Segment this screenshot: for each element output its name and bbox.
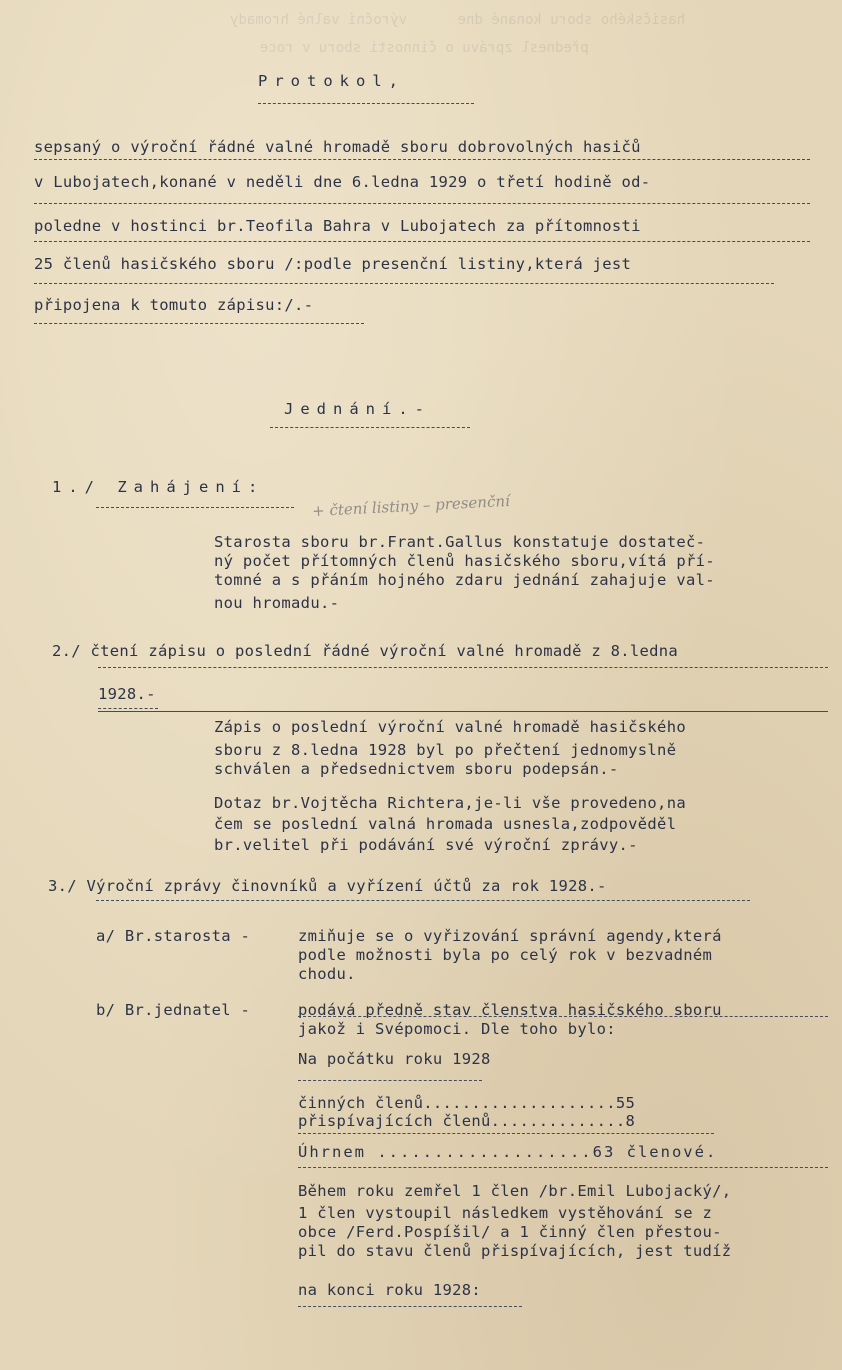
stat-sum-line [298, 1133, 714, 1134]
start-of-year-underline [298, 1080, 482, 1081]
end-of-year-underline [298, 1306, 522, 1307]
section-1-line-4: nou hromadu.- [214, 594, 340, 612]
section-2-rule [98, 711, 828, 712]
section-1-heading: 1./ Zahájení: [52, 478, 265, 496]
intro-line-3: poledne v hostinci br.Teofila Bahra v Lubojatech za přítomnosti [34, 217, 641, 235]
end-of-year-label: na konci roku 1928: [298, 1281, 482, 1299]
during-year-line-2: 1 člen vystoupil následkem vystěhování se z [298, 1204, 713, 1222]
jednani-heading: Jednání.- [284, 400, 431, 418]
section-2-para2-line-1: Dotaz br.Vojtěcha Richtera,je-li vše provedeno,na [214, 794, 686, 812]
item-a-line-1: zmiňuje se o vyřizování správní agendy,která [298, 927, 722, 945]
item-a-line-3: chodu. [298, 965, 356, 983]
section-2-year-underline [98, 708, 158, 709]
intro-line-1: sepsaný o výroční řádné valné hromadě sboru dobrovolných hasičů [34, 138, 641, 156]
section-2-para2-line-3: br.velitel při podávání své výroční zprávy.- [214, 836, 638, 854]
intro-line-4: 25 členů hasičského sboru /:podle presenční listiny,která jest [34, 255, 632, 273]
stat-total-underline [298, 1167, 828, 1168]
intro-line-2: v Lubojatech,konané v neděli dne 6.ledna 1929 o třetí hodině od- [34, 173, 651, 191]
section-3-heading: 3./ Výroční zprávy činovníků a vyřízení účtů za rok 1928.- [48, 877, 607, 895]
intro-underline-2 [34, 203, 810, 204]
section-1-line-3: tomné a s přáním hojného zdaru jednání zahajuje val- [214, 571, 715, 589]
document-title: Protokol, [258, 72, 405, 90]
title-underline [258, 103, 474, 104]
intro-underline-1 [34, 159, 810, 160]
item-b-underline [298, 1016, 828, 1017]
section-2-heading-year: 1928.- [98, 685, 156, 703]
intro-line-5: připojena k tomuto zápisu:/.- [34, 296, 314, 314]
during-year-line-3: obce /Ferd.Pospíšil/ a 1 činný člen přestou- [298, 1223, 722, 1241]
section-1-line-2: ný počet přítomných členů hasičského sboru,vítá pří- [214, 552, 715, 570]
during-year-line-1: Během roku zemřel 1 člen /br.Emil Lubojacký/, [298, 1182, 732, 1200]
intro-underline-4 [34, 283, 774, 284]
section-1-line-1: Starosta sboru br.Frant.Gallus konstatuje dostateč- [214, 533, 706, 551]
stat-supporting-members: přispívajících členů..............8 [298, 1112, 636, 1130]
intro-underline-5 [34, 323, 364, 324]
section-1-underline [96, 507, 294, 508]
section-2-para1-line-2: sboru z 8.ledna 1928 byl po přečtení jednomyslně [214, 741, 677, 759]
item-a-line-2: podle možnosti byla po celý rok v bezvadném [298, 946, 713, 964]
intro-underline-3 [34, 241, 810, 242]
section-2-underline [98, 667, 828, 668]
stat-total: Úhrnem ...................63 členové. [298, 1143, 718, 1161]
section-2-para1-line-1: Zápis o poslední výroční valné hromadě hasičského [214, 718, 686, 736]
section-3-underline [96, 900, 750, 901]
section-2-para2-line-2: čem se poslední valná hromada usnesla,zodpověděl [214, 815, 677, 833]
handwritten-note: + čtení listiny – presenční [311, 491, 511, 521]
item-a-label: a/ Br.starosta - [96, 927, 251, 945]
bleed-through-text: hasičského sboru konané dne výroční valné hromady [230, 12, 686, 28]
start-of-year-label: Na počátku roku 1928 [298, 1050, 491, 1068]
jednani-underline [270, 427, 470, 428]
item-b-line-2: jakož i Svépomoci. Dle toho bylo: [298, 1020, 616, 1038]
bleed-through-text: přednesl zprávu o činnosti sboru v roce [260, 40, 606, 56]
section-2-para1-line-3: schválen a předsednictvem sboru podepsán.- [214, 760, 619, 778]
during-year-line-4: pil do stavu členů přispívajících, jest tudíž [298, 1242, 732, 1260]
item-b-label: b/ Br.jednatel - [96, 1001, 251, 1019]
item-b-line-1: podává předně stav členstva hasičského sboru [298, 1001, 722, 1019]
section-2-heading: 2./ čtení zápisu o poslední řádné výroční valné hromadě z 8.ledna [52, 642, 679, 660]
stat-active-members: činných členů....................55 [298, 1094, 636, 1112]
